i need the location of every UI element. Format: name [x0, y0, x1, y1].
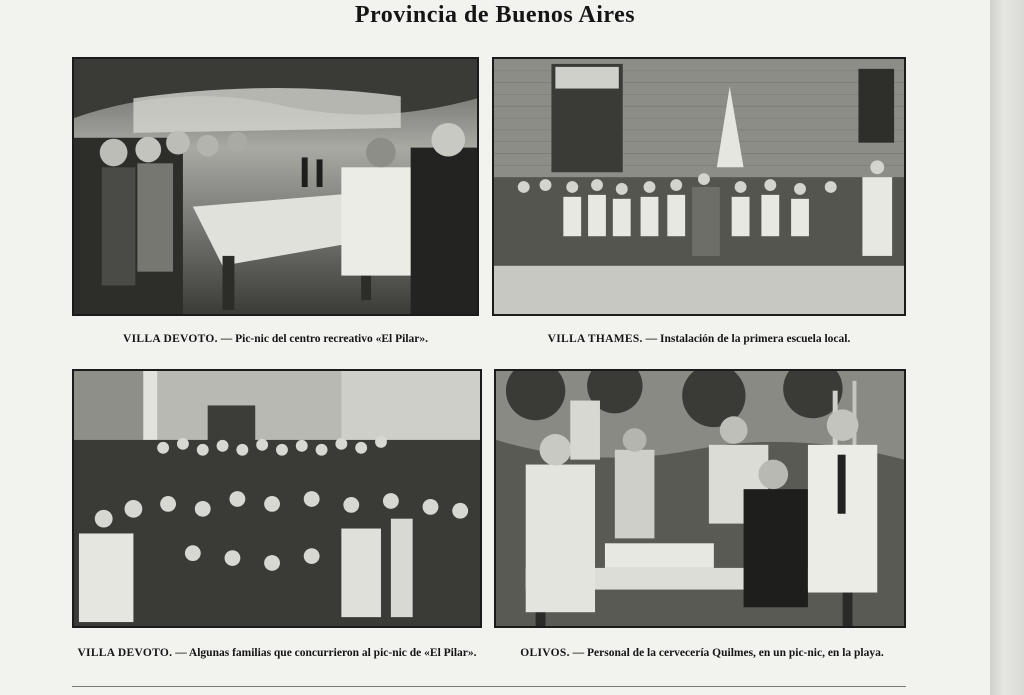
caption-text: — Instalación de la primera escuela local. — [645, 333, 851, 345]
caption-text: — Personal de la cervecería Quilmes, en un pic-nic, en la playa. — [572, 647, 884, 659]
caption-text: — Pic-nic del centro recreativo «El Pilar». — [220, 333, 428, 345]
photo-villa-thames-school-image — [494, 59, 904, 314]
photo-villa-devoto-picnic-image — [74, 59, 477, 314]
caption-place: OLIVOS. — [520, 647, 570, 659]
photo-caption — [494, 646, 910, 660]
photo-villa-thames-school — [492, 57, 906, 316]
photo-olivos-brewery-picnic-image — [496, 371, 904, 626]
photo-olivos-brewery-picnic — [494, 369, 906, 628]
photo-villa-devoto-families-image — [74, 371, 480, 626]
caption-place: VILLA THAMES. — [547, 333, 643, 345]
photo-villa-devoto-families — [72, 369, 482, 628]
bottom-divider — [72, 686, 906, 687]
caption-text: — Algunas familias que concurrieron al pic-nic de «El Pilar». — [175, 647, 477, 659]
photo-caption — [68, 646, 486, 660]
caption-place: VILLA DEVOTO. — [77, 647, 173, 659]
photo-caption — [72, 332, 479, 346]
photo-villa-devoto-picnic — [72, 57, 479, 316]
photo-caption — [492, 332, 906, 346]
scan-margin — [990, 0, 1024, 695]
caption-place: VILLA DEVOTO. — [123, 333, 218, 345]
page-title: Provincia de Buenos Aires — [354, 2, 636, 28]
